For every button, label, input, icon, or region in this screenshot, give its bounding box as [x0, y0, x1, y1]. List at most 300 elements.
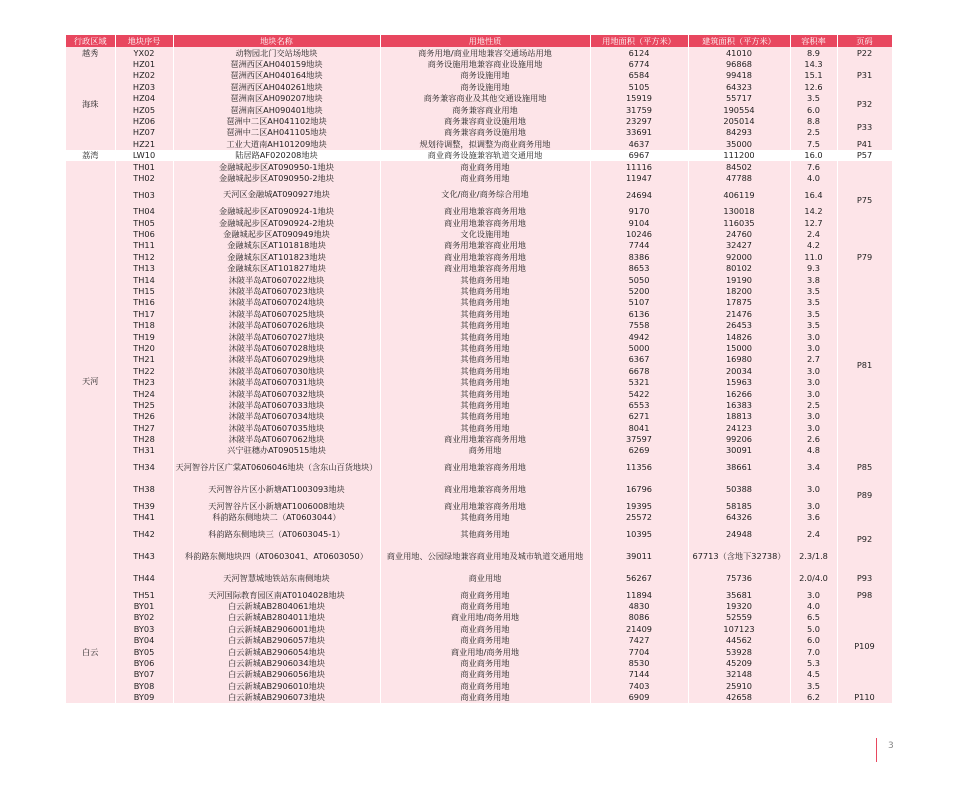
- cell-land-use: 商业用地/商务用地: [380, 646, 590, 657]
- header-parcel-id: 地块序号: [115, 35, 173, 47]
- cell-land-use: 商业商务用地: [380, 623, 590, 634]
- table-row: [66, 365, 892, 376]
- cell-land-area: 24694: [590, 184, 688, 206]
- table-row: [66, 70, 892, 81]
- cell-parcel-id: BY06: [115, 657, 173, 668]
- table-row: [66, 150, 892, 161]
- cell-parcel-name: 沐陂半岛AT0607033地块: [173, 399, 380, 410]
- cell-floor-area: 55717: [688, 93, 790, 104]
- cell-land-area: 8086: [590, 612, 688, 623]
- table-row: [66, 692, 892, 703]
- table-row: [66, 206, 892, 217]
- cell-parcel-name: 琶洲南区AH090207地块: [173, 93, 380, 104]
- cell-plot-ratio: 2.5: [790, 127, 837, 138]
- table-row: [66, 635, 892, 646]
- cell-land-use: 商业商务用地: [380, 657, 590, 668]
- cell-plot-ratio: 4.8: [790, 445, 837, 456]
- cell-plot-ratio: 14.3: [790, 58, 837, 69]
- cell-plot-ratio: 16.0: [790, 150, 837, 161]
- cell-parcel-id: YX02: [115, 47, 173, 58]
- cell-parcel-id: TH16: [115, 297, 173, 308]
- cell-parcel-name: 沐陂半岛AT0607030地块: [173, 365, 380, 376]
- cell-plot-ratio: 3.0: [790, 411, 837, 422]
- cell-land-use: 商务兼容商务设施用地: [380, 127, 590, 138]
- cell-parcel-name: 金融城东区AT101818地块: [173, 240, 380, 251]
- cell-parcel-name: 沐陂半岛AT0607025地块: [173, 308, 380, 319]
- cell-land-area: 6124: [590, 47, 688, 58]
- cell-land-use: 其他商务用地: [380, 285, 590, 296]
- cell-parcel-name: 沐陂半岛AT0607024地块: [173, 297, 380, 308]
- cell-parcel-id: BY09: [115, 692, 173, 703]
- cell-parcel-name: 金融城起步区AT090924-1地块: [173, 206, 380, 217]
- cell-parcel-name: 科韵路东侧地块四（AT0603041、AT0603050）: [173, 545, 380, 567]
- cell-parcel-id: BY02: [115, 612, 173, 623]
- cell-parcel-id: HZ04: [115, 93, 173, 104]
- cell-parcel-id: HZ05: [115, 104, 173, 115]
- cell-land-use: 规划待调整，拟调整为商业商务用地: [380, 138, 590, 149]
- cell-floor-area: 41010: [688, 47, 790, 58]
- cell-parcel-id: TH26: [115, 411, 173, 422]
- cell-parcel-name: 琶洲中二区AH041102地块: [173, 115, 380, 126]
- cell-land-use: 商业用地兼容商务用地: [380, 251, 590, 262]
- cell-parcel-name: 科韵路东侧地块三（AT0603045-1）: [173, 523, 380, 545]
- cell-land-area: 5321: [590, 377, 688, 388]
- cell-plot-ratio: 6.0: [790, 635, 837, 646]
- cell-land-area: 4637: [590, 138, 688, 149]
- cell-district: 天河: [66, 161, 115, 601]
- cell-plot-ratio: 7.0: [790, 646, 837, 657]
- cell-parcel-name: 科韵路东侧地块二（AT0603044）: [173, 512, 380, 523]
- cell-parcel-name: 工业大道南AH101209地块: [173, 138, 380, 149]
- cell-parcel-name: 金融城东区AT101827地块: [173, 263, 380, 274]
- cell-parcel-id: TH06: [115, 228, 173, 239]
- cell-parcel-id: TH11: [115, 240, 173, 251]
- cell-plot-ratio: 3.0: [790, 500, 837, 511]
- table-row: [66, 320, 892, 331]
- table-row: [66, 184, 892, 206]
- cell-parcel-name: 白云新城AB2906054地块: [173, 646, 380, 657]
- cell-land-use: 其他商务用地: [380, 320, 590, 331]
- cell-floor-area: 18813: [688, 411, 790, 422]
- page-number: 3: [888, 741, 894, 751]
- cell-page: P93: [837, 567, 892, 589]
- cell-land-use: 其他商务用地: [380, 377, 590, 388]
- cell-floor-area: 99206: [688, 434, 790, 445]
- cell-parcel-name: 沐陂半岛AT0607028地块: [173, 342, 380, 353]
- cell-land-area: 9104: [590, 217, 688, 228]
- cell-land-use: 商业用地兼容商务用地: [380, 456, 590, 478]
- cell-parcel-name: 白云新城AB2906056地块: [173, 669, 380, 680]
- table-row: [66, 138, 892, 149]
- cell-plot-ratio: 3.0: [790, 478, 837, 500]
- cell-plot-ratio: 3.0: [790, 589, 837, 600]
- cell-land-area: 6136: [590, 308, 688, 319]
- cell-plot-ratio: 5.3: [790, 657, 837, 668]
- cell-plot-ratio: 3.0: [790, 377, 837, 388]
- cell-plot-ratio: 3.6: [790, 512, 837, 523]
- cell-land-area: 5000: [590, 342, 688, 353]
- table-row: [66, 354, 892, 365]
- cell-parcel-id: TH03: [115, 184, 173, 206]
- cell-parcel-name: 沐陂半岛AT0607062地块: [173, 434, 380, 445]
- cell-parcel-id: HZ07: [115, 127, 173, 138]
- cell-page: P32: [837, 93, 892, 116]
- cell-floor-area: 16266: [688, 388, 790, 399]
- cell-floor-area: 26453: [688, 320, 790, 331]
- cell-parcel-name: 白云新城AB2906001地块: [173, 623, 380, 634]
- cell-land-use: 其他商务用地: [380, 422, 590, 433]
- cell-page: P79: [837, 240, 892, 274]
- table-row: [66, 377, 892, 388]
- cell-land-area: 33691: [590, 127, 688, 138]
- cell-land-use: 其他商务用地: [380, 365, 590, 376]
- cell-plot-ratio: 6.0: [790, 104, 837, 115]
- cell-district: 越秀: [66, 47, 115, 58]
- cell-floor-area: 84293: [688, 127, 790, 138]
- cell-parcel-id: TH31: [115, 445, 173, 456]
- cell-land-area: 11116: [590, 161, 688, 172]
- cell-land-area: 7704: [590, 646, 688, 657]
- cell-plot-ratio: 3.0: [790, 422, 837, 433]
- cell-land-area: 11894: [590, 589, 688, 600]
- cell-floor-area: 24123: [688, 422, 790, 433]
- cell-floor-area: 111200: [688, 150, 790, 161]
- cell-parcel-name: 白云新城AB2906057地块: [173, 635, 380, 646]
- cell-land-area: 56267: [590, 567, 688, 589]
- cell-plot-ratio: 3.0: [790, 365, 837, 376]
- cell-land-area: 6269: [590, 445, 688, 456]
- cell-land-area: 23297: [590, 115, 688, 126]
- cell-plot-ratio: 2.5: [790, 399, 837, 410]
- cell-plot-ratio: 11.0: [790, 251, 837, 262]
- cell-parcel-name: 金融城东区AT101823地块: [173, 251, 380, 262]
- cell-floor-area: 58185: [688, 500, 790, 511]
- cell-land-area: 5200: [590, 285, 688, 296]
- cell-plot-ratio: 9.3: [790, 263, 837, 274]
- cell-plot-ratio: 3.5: [790, 320, 837, 331]
- table-row: [66, 456, 892, 478]
- cell-parcel-name: 白云新城AB2906034地块: [173, 657, 380, 668]
- table-row: [66, 104, 892, 115]
- cell-parcel-id: HZ02: [115, 70, 173, 81]
- land-parcel-table: [66, 35, 893, 703]
- cell-page: P98: [837, 589, 892, 600]
- cell-land-use: 商业用地兼容商务用地: [380, 500, 590, 511]
- table-row: [66, 263, 892, 274]
- cell-plot-ratio: 2.6: [790, 434, 837, 445]
- cell-plot-ratio: 14.2: [790, 206, 837, 217]
- cell-land-area: 5050: [590, 274, 688, 285]
- cell-floor-area: 190554: [688, 104, 790, 115]
- cell-parcel-id: TH04: [115, 206, 173, 217]
- cell-land-use: 商务兼容商业及其他交通设施用地: [380, 93, 590, 104]
- cell-land-use: 商业商务用地: [380, 161, 590, 172]
- cell-parcel-name: 金融城起步区AT090950-1地块: [173, 161, 380, 172]
- cell-parcel-name: 白云新城AB2906073地块: [173, 692, 380, 703]
- cell-parcel-name: 天河区金融城AT090927地块: [173, 184, 380, 206]
- cell-floor-area: 32427: [688, 240, 790, 251]
- cell-parcel-id: TH21: [115, 354, 173, 365]
- cell-parcel-name: 沐陂半岛AT0607022地块: [173, 274, 380, 285]
- cell-land-use: 商务设施用地: [380, 81, 590, 92]
- table-row: [66, 500, 892, 511]
- cell-page: P92: [837, 512, 892, 567]
- cell-parcel-id: TH17: [115, 308, 173, 319]
- cell-land-area: 7558: [590, 320, 688, 331]
- table-row: [66, 308, 892, 319]
- cell-parcel-name: 兴宁驻穗办AT090515地块: [173, 445, 380, 456]
- header-land-use: 用地性质: [380, 35, 590, 47]
- table-row: [66, 478, 892, 500]
- table-row: [66, 612, 892, 623]
- page-marker-bar: [876, 738, 877, 762]
- cell-land-use: 商业用地/商务用地: [380, 612, 590, 623]
- cell-plot-ratio: 6.2: [790, 692, 837, 703]
- cell-plot-ratio: 3.0: [790, 342, 837, 353]
- cell-floor-area: 64323: [688, 81, 790, 92]
- cell-parcel-name: 沐陂半岛AT0607032地块: [173, 388, 380, 399]
- cell-land-use: 商业商务用地: [380, 680, 590, 691]
- cell-floor-area: 406119: [688, 184, 790, 206]
- cell-floor-area: 19320: [688, 600, 790, 611]
- table-row: [66, 657, 892, 668]
- cell-floor-area: 35681: [688, 589, 790, 600]
- cell-land-area: 21409: [590, 623, 688, 634]
- cell-land-area: 6678: [590, 365, 688, 376]
- table-row: [66, 680, 892, 691]
- cell-land-area: 8386: [590, 251, 688, 262]
- cell-plot-ratio: 7.5: [790, 138, 837, 149]
- cell-parcel-name: 沐陂半岛AT0607035地块: [173, 422, 380, 433]
- cell-parcel-name: 陆居路AF020208地块: [173, 150, 380, 161]
- table-row: [66, 81, 892, 92]
- cell-floor-area: 130018: [688, 206, 790, 217]
- table-row: [66, 297, 892, 308]
- cell-floor-area: 30091: [688, 445, 790, 456]
- cell-page: P109: [837, 600, 892, 691]
- cell-land-area: 5422: [590, 388, 688, 399]
- cell-page: P22: [837, 47, 892, 58]
- cell-floor-area: 24760: [688, 228, 790, 239]
- cell-parcel-name: 白云新城AB2906010地块: [173, 680, 380, 691]
- cell-page: P57: [837, 150, 892, 161]
- cell-parcel-id: TH43: [115, 545, 173, 567]
- cell-land-use: 商业商务用地: [380, 172, 590, 183]
- cell-district: 海珠: [66, 58, 115, 149]
- cell-plot-ratio: 3.4: [790, 456, 837, 478]
- table-row: [66, 228, 892, 239]
- cell-floor-area: 67713（含地下32738）: [688, 545, 790, 567]
- table-row: [66, 422, 892, 433]
- cell-parcel-name: 沐陂半岛AT0607031地块: [173, 377, 380, 388]
- cell-plot-ratio: 3.5: [790, 308, 837, 319]
- cell-floor-area: 14826: [688, 331, 790, 342]
- cell-floor-area: 116035: [688, 217, 790, 228]
- table-row: [66, 669, 892, 680]
- table-row: [66, 285, 892, 296]
- cell-floor-area: 75736: [688, 567, 790, 589]
- cell-parcel-id: TH25: [115, 399, 173, 410]
- cell-floor-area: 52559: [688, 612, 790, 623]
- table-row: [66, 161, 892, 172]
- cell-plot-ratio: 4.5: [790, 669, 837, 680]
- table-row: [66, 523, 892, 545]
- cell-parcel-name: 金融城起步区AT090949地块: [173, 228, 380, 239]
- cell-parcel-name: 天河智谷片区小新塘AT1006008地块: [173, 500, 380, 511]
- cell-land-area: 16796: [590, 478, 688, 500]
- cell-floor-area: 18200: [688, 285, 790, 296]
- cell-parcel-name: 琶洲西区AH040159地块: [173, 58, 380, 69]
- cell-page: P81: [837, 274, 892, 456]
- cell-floor-area: 84502: [688, 161, 790, 172]
- cell-land-area: 10395: [590, 523, 688, 545]
- cell-plot-ratio: 2.0/4.0: [790, 567, 837, 589]
- cell-floor-area: 21476: [688, 308, 790, 319]
- cell-parcel-id: TH38: [115, 478, 173, 500]
- cell-parcel-name: 沐陂半岛AT0607023地块: [173, 285, 380, 296]
- cell-land-area: 6909: [590, 692, 688, 703]
- cell-land-use: 文化/商业/商务综合用地: [380, 184, 590, 206]
- cell-land-use: 其他商务用地: [380, 297, 590, 308]
- cell-parcel-id: TH28: [115, 434, 173, 445]
- table-row: [66, 567, 892, 589]
- cell-parcel-name: 天河国际教育园区南AT0104028地块: [173, 589, 380, 600]
- cell-land-area: 8653: [590, 263, 688, 274]
- cell-floor-area: 44562: [688, 635, 790, 646]
- cell-floor-area: 25910: [688, 680, 790, 691]
- cell-plot-ratio: 8.8: [790, 115, 837, 126]
- cell-parcel-id: TH24: [115, 388, 173, 399]
- cell-parcel-name: 天河智谷片区广棠AT0606046地块（含东山百货地块）: [173, 456, 380, 478]
- cell-page: P41: [837, 138, 892, 149]
- cell-parcel-id: BY05: [115, 646, 173, 657]
- table-row: [66, 399, 892, 410]
- cell-floor-area: 17875: [688, 297, 790, 308]
- cell-land-area: 6774: [590, 58, 688, 69]
- cell-land-use: 商业用地兼容商务用地: [380, 217, 590, 228]
- cell-land-area: 7427: [590, 635, 688, 646]
- cell-parcel-id: HZ01: [115, 58, 173, 69]
- cell-plot-ratio: 2.4: [790, 228, 837, 239]
- cell-land-area: 5107: [590, 297, 688, 308]
- cell-land-area: 4830: [590, 600, 688, 611]
- table-row: [66, 331, 892, 342]
- cell-land-use: 其他商务用地: [380, 274, 590, 285]
- cell-floor-area: 107123: [688, 623, 790, 634]
- cell-land-area: 15919: [590, 93, 688, 104]
- table-row: [66, 342, 892, 353]
- cell-land-area: 6553: [590, 399, 688, 410]
- cell-floor-area: 53928: [688, 646, 790, 657]
- table-row: [66, 388, 892, 399]
- cell-land-use: 商业用地兼容商务用地: [380, 434, 590, 445]
- cell-plot-ratio: 2.7: [790, 354, 837, 365]
- cell-floor-area: 92000: [688, 251, 790, 262]
- cell-plot-ratio: 15.1: [790, 70, 837, 81]
- header-land-area: 用地面积（平方米）: [590, 35, 688, 47]
- header-district: 行政区域: [66, 35, 115, 47]
- header-parcel-name: 地块名称: [173, 35, 380, 47]
- cell-parcel-id: TH34: [115, 456, 173, 478]
- table-row: [66, 251, 892, 262]
- cell-floor-area: 96868: [688, 58, 790, 69]
- table-row: [66, 589, 892, 600]
- cell-page: P75: [837, 161, 892, 240]
- cell-land-area: 31759: [590, 104, 688, 115]
- cell-parcel-id: TH05: [115, 217, 173, 228]
- cell-parcel-id: TH02: [115, 172, 173, 183]
- cell-land-use: 商业商务用地: [380, 635, 590, 646]
- land-parcel-table-container: [66, 35, 892, 703]
- cell-parcel-id: TH44: [115, 567, 173, 589]
- cell-parcel-name: 动物园北门交站场地块: [173, 47, 380, 58]
- cell-floor-area: 15963: [688, 377, 790, 388]
- cell-parcel-name: 白云新城AB2804011地块: [173, 612, 380, 623]
- cell-page: P31: [837, 58, 892, 92]
- cell-parcel-id: BY04: [115, 635, 173, 646]
- cell-land-area: 8041: [590, 422, 688, 433]
- table-row: [66, 445, 892, 456]
- cell-floor-area: 45209: [688, 657, 790, 668]
- cell-parcel-name: 天河智谷片区小新塘AT1003093地块: [173, 478, 380, 500]
- cell-land-use: 商务兼容商业用地: [380, 104, 590, 115]
- header-plot-ratio: 容积率: [790, 35, 837, 47]
- table-row: [66, 127, 892, 138]
- cell-land-use: 商务用地/商业用地兼容交通场站用地: [380, 47, 590, 58]
- cell-land-use: 商务设施用地兼容商业设施用地: [380, 58, 590, 69]
- header-page: 页码: [837, 35, 892, 47]
- cell-parcel-id: BY07: [115, 669, 173, 680]
- cell-plot-ratio: 3.5: [790, 297, 837, 308]
- cell-plot-ratio: 2.4: [790, 523, 837, 545]
- cell-page: P89: [837, 478, 892, 511]
- cell-land-use: 其他商务用地: [380, 331, 590, 342]
- cell-floor-area: 99418: [688, 70, 790, 81]
- cell-parcel-id: TH20: [115, 342, 173, 353]
- cell-plot-ratio: 12.7: [790, 217, 837, 228]
- table-row: [66, 600, 892, 611]
- cell-land-use: 商务兼容商业设施用地: [380, 115, 590, 126]
- cell-land-area: 7744: [590, 240, 688, 251]
- cell-parcel-id: TH27: [115, 422, 173, 433]
- cell-plot-ratio: 3.0: [790, 388, 837, 399]
- cell-land-use: 文化设施用地: [380, 228, 590, 239]
- cell-land-use: 商业用地兼容商务用地: [380, 263, 590, 274]
- cell-plot-ratio: 3.8: [790, 274, 837, 285]
- cell-land-use: 其他商务用地: [380, 308, 590, 319]
- table-row: [66, 646, 892, 657]
- cell-floor-area: 16980: [688, 354, 790, 365]
- cell-land-area: 9170: [590, 206, 688, 217]
- cell-floor-area: 42658: [688, 692, 790, 703]
- cell-land-area: 39011: [590, 545, 688, 567]
- cell-plot-ratio: 3.5: [790, 680, 837, 691]
- cell-floor-area: 38661: [688, 456, 790, 478]
- cell-parcel-id: TH39: [115, 500, 173, 511]
- cell-land-use: 商业商务设施兼容轨道交通用地: [380, 150, 590, 161]
- cell-land-use: 商务用地: [380, 445, 590, 456]
- table-row: [66, 434, 892, 445]
- cell-page: P110: [837, 692, 892, 703]
- cell-parcel-name: 沐陂半岛AT0607034地块: [173, 411, 380, 422]
- cell-parcel-id: TH41: [115, 512, 173, 523]
- cell-land-use: 其他商务用地: [380, 354, 590, 365]
- cell-land-area: 7403: [590, 680, 688, 691]
- cell-land-area: 19395: [590, 500, 688, 511]
- table-row: [66, 274, 892, 285]
- cell-parcel-id: TH22: [115, 365, 173, 376]
- cell-parcel-id: TH12: [115, 251, 173, 262]
